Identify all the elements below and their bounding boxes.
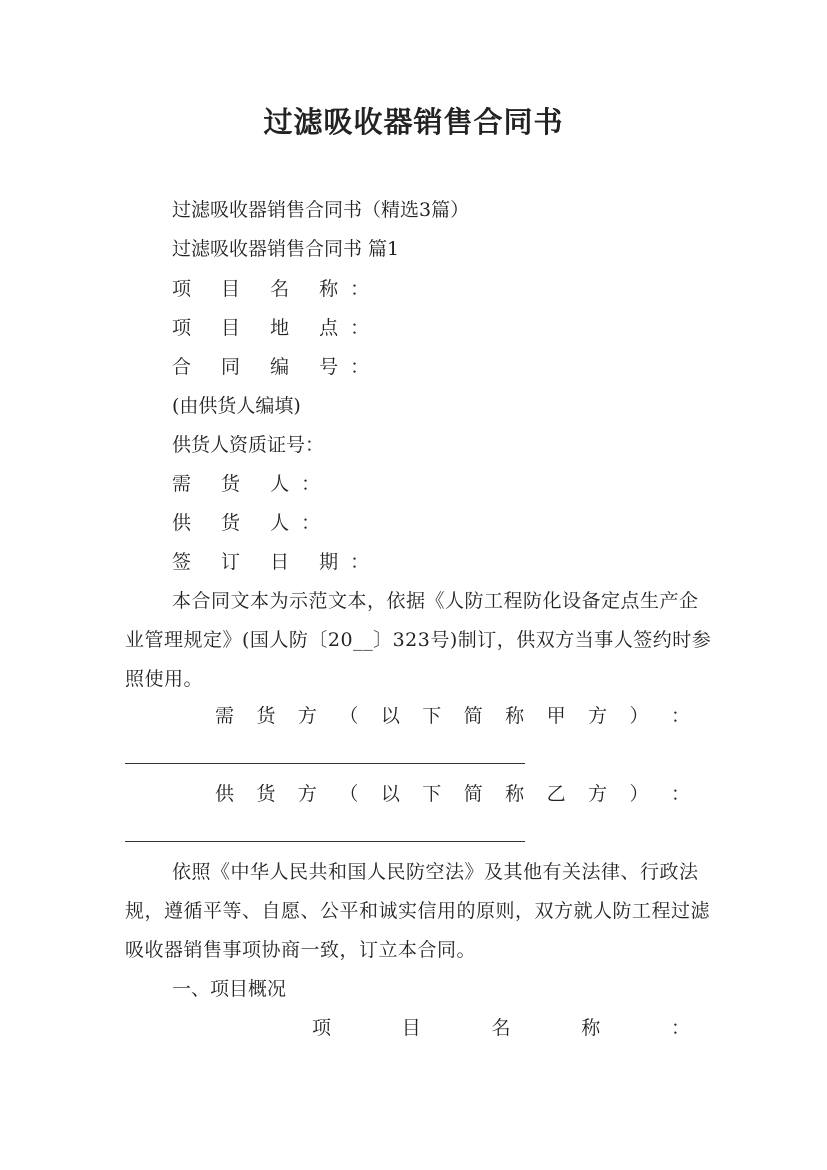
party-a-char: ： xyxy=(670,705,690,727)
party-b-char: 以 xyxy=(380,783,400,805)
intro-paragraph: 本合同文本为示范文本，依据《人防工程防化设备定点生产企业管理规定》(国人防〔20__〕323号)制订，供双方当事人签约时参照使用。 xyxy=(125,590,712,690)
item-name-char: 项 xyxy=(312,1017,332,1039)
basis-paragraph: 依照《中华人民共和国人民防空法》及其他有关法律、行政法规，遵循平等、自愿、公平和诚实信用的原则，双方就人防工程过滤吸收器销售事项协商一致，订立本合同。 xyxy=(125,861,711,961)
party-b-char: 方 xyxy=(297,783,317,805)
party-b-char: 供 xyxy=(215,783,235,805)
party-b-char: 称 xyxy=(505,783,525,805)
item-name-char: 名 xyxy=(491,1017,511,1039)
project-name-label: 项 目 名 称： xyxy=(172,278,382,300)
item-name-char: ： xyxy=(670,1017,690,1039)
item-name-char: 目 xyxy=(401,1017,421,1039)
supplier-cert-label: 供货人资质证号： xyxy=(172,434,325,456)
party-a-char: 以 xyxy=(380,705,400,727)
party-b-char: ） xyxy=(629,783,649,805)
item-name-line xyxy=(312,1016,690,1040)
party-a-char: 称 xyxy=(505,705,525,727)
party-a-char: 甲 xyxy=(546,705,566,727)
contract-number-label: 合 同 编 号： xyxy=(172,356,382,378)
party-b-char: 方 xyxy=(588,783,608,805)
buyer-label: 需 货 人： xyxy=(172,473,333,495)
party-a-char: 简 xyxy=(463,705,483,727)
party-b-char: ： xyxy=(670,783,690,805)
party-a-char: 需 xyxy=(215,705,235,727)
document-title: 过滤吸收器销售合同书 xyxy=(263,105,564,139)
party-a-char: 方 xyxy=(588,705,608,727)
supplier-label: 供 货 人： xyxy=(172,512,333,534)
party-b-char: 货 xyxy=(256,783,276,805)
party-a-line xyxy=(215,704,690,728)
party-a-char: ） xyxy=(629,705,649,727)
party-b-blank-rule xyxy=(125,841,525,842)
party-a-char: 方 xyxy=(297,705,317,727)
party-a-char: 下 xyxy=(422,705,442,727)
party-a-char: （ xyxy=(339,705,359,727)
party-b-char: 乙 xyxy=(546,783,566,805)
section-one-heading: 一、项目概况 xyxy=(172,978,287,1000)
party-b-char: 简 xyxy=(463,783,483,805)
party-b-char: （ xyxy=(339,783,359,805)
section-heading: 过滤吸收器销售合同书 篇1 xyxy=(172,238,400,260)
party-a-char: 货 xyxy=(256,705,276,727)
sign-date-label: 签 订 日 期： xyxy=(172,551,382,573)
party-b-char: 下 xyxy=(422,783,442,805)
project-location-label: 项 目 地 点： xyxy=(172,317,382,339)
filled-by-note: (由供货人编填) xyxy=(172,395,301,417)
party-b-line xyxy=(215,782,690,806)
document-subtitle: 过滤吸收器销售合同书（精选3篇） xyxy=(172,199,470,221)
party-a-blank-rule xyxy=(125,763,525,764)
item-name-char: 称 xyxy=(581,1017,601,1039)
